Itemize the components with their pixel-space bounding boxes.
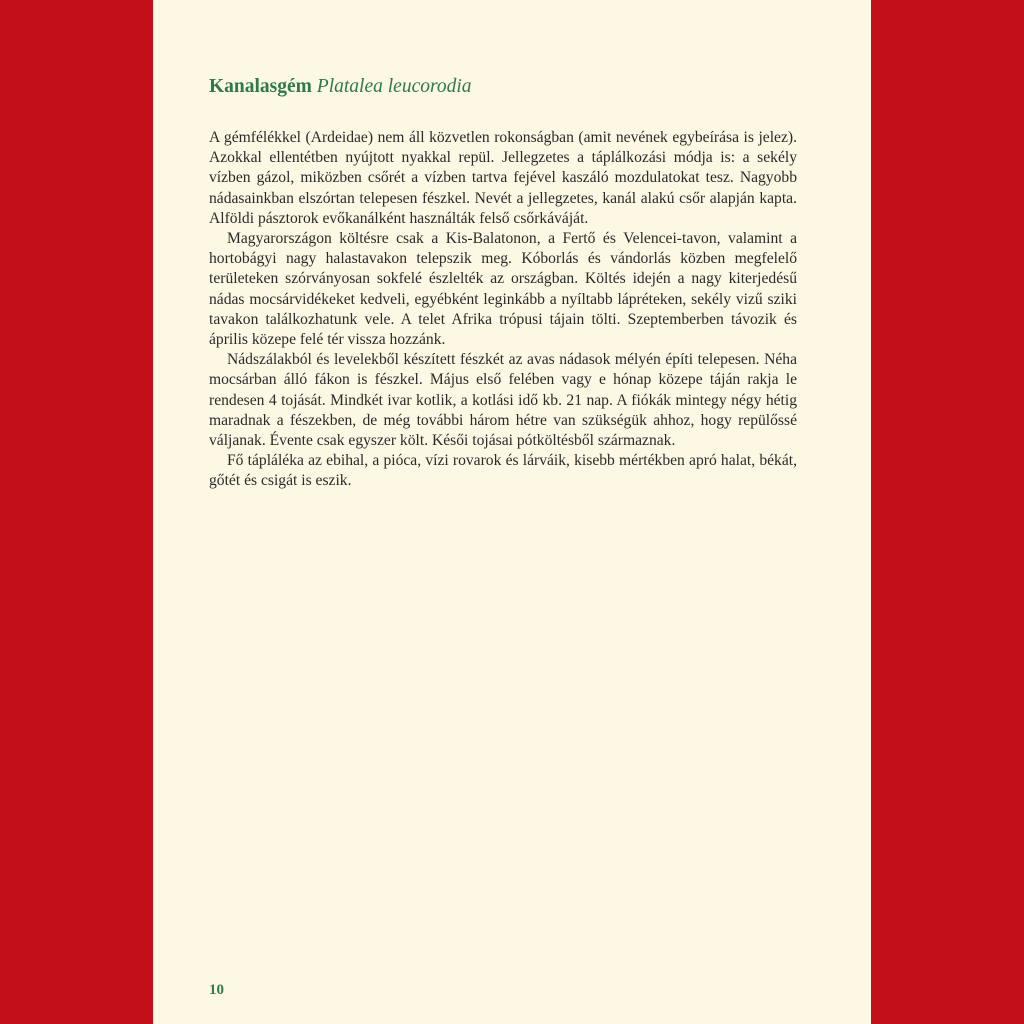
book-page — [153, 0, 871, 1024]
paragraph-intro: A gémfélékkel (Ardeidae) nem áll közvetlen rokonságban (amit nevének egybeírása is jelez). Azokkal ellentétben nyújtott nyakkal repül. Jellegzetes a táplálkozási módja is: a sekély vízben gázol, miközben csőrét a vízben tartva fejével kaszáló mozdulatokat tesz. Nagyobb nádasainkban elszórtan telepesen fészkel. Nevét a jellegzetes, kanál alakú csőr alapján kapta. Alföldi pásztorok evőkanálként használták felső csőrkáváját. — [209, 129, 797, 227]
paragraph-nesting: Nádszálakból és levelekből készített fészkét az avas nádasok mélyén építi telepesen. Néha mocsárban álló fákon is fészkel. Május első felében vagy e hónap közepe táján rakja le rendesen 4 tojását. Mindkét ivar kotlik, a kotlási idő kb. 21 nap. A fiókák mintegy négy hétig maradnak a fészekben, de még további három hétre van szükségük ahhoz, hogy repülőssé váljanak. Évente csak egyszer költ. Késői tojásai pótköltésből származnak. — [209, 351, 797, 450]
species-latin-name: Platalea leucorodia — [316, 76, 472, 97]
paragraph-diet: Fő tápláléka az ebihal, a pióca, vízi rovarok és lárváik, kisebb mértékben apró halat, békát, gőtét és csigát is eszik. — [209, 452, 797, 490]
species-common-name: Kanalasgém — [209, 76, 312, 97]
paragraph-distribution: Magyarországon költésre csak a Kis-Balatonon, a Fertő és Velencei-tavon, valamint a hortobágyi nagy halastavakon telepszik meg. Kóborlás és vándorlás közben megfelelő területeken szórványosan sokfelé észlelték az országban. Költés idején a nagy kiterjedésű nádas mocsárvidékeket kedveli, egyébként leginkább a nyíltabb lápréteken, sekély vizű sziki tavakon találkozhatunk vele. A telet Afrika trópusi tájain tölti. Szeptemberben távozik és április közepe felé tér vissza hozzánk. — [209, 230, 797, 349]
species-title — [209, 74, 797, 100]
page-number: 10 — [209, 982, 224, 998]
page-content — [209, 74, 797, 492]
